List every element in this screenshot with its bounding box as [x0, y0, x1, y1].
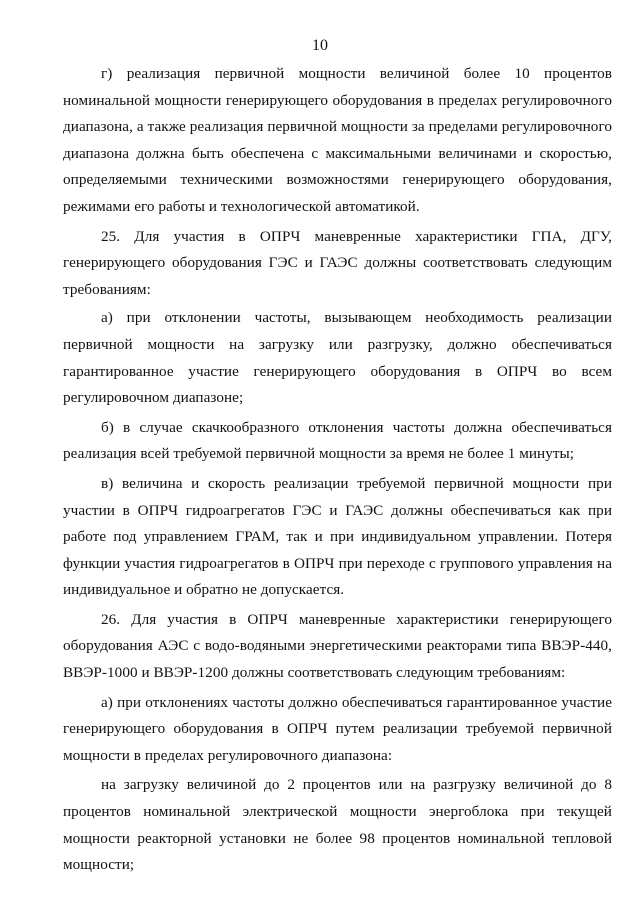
paragraph-a-npp-participation: а) при отклонениях частоты должно обеспечиваться гарантированное участие генерирующего оборудования в ОПРЧ путем реализации требуемой первичной мощности в пределах регулировочного диапазона: — [63, 693, 612, 764]
paragraph-v-hydro-units: в) величина и скорость реализации требуемой первичной мощности при участии в ОПРЧ гидроагрегатов ГЭС и ГАЭС должны обеспечиваться как при работе под управлением ГРАМ, так и при индивидуальном управлении. Потеря функции участия гидроагрегатов в ОПРЧ при переходе с группового управления на индивидуальное и обратно не допускается. — [63, 474, 612, 599]
paragraph-b-step-deviation: б) в случае скачкообразного отклонения частоты должна обеспечиваться реализация всей требуемой первичной мощности за время не более 1 минуты; — [63, 418, 612, 463]
paragraph-26-npp-requirements: 26. Для участия в ОПРЧ маневренные характеристики генерирующего оборудования АЭС с водо-водяными энергетическими реакторами типа ВВЭР-440, ВВЭР-1000 и ВВЭР-1200 должны соответствовать следующим требованиям: — [63, 610, 612, 682]
page-number: 10 — [312, 37, 328, 54]
paragraph-g-primary-power: г) реализация первичной мощности величиной более 10 процентов номинальной мощности генерирующего оборудования в пределах регулировочного диапазона, а также реализация первичной мощности за пределами регулировочного диапазона должна быть обеспечена с максимальными величинами и скоростью, определяемыми техническими возможностями генерирующего оборудования, режимами его работы и технологической автоматикой. — [63, 65, 612, 215]
paragraph-25-requirements: 25. Для участия в ОПРЧ маневренные характеристики ГПА, ДГУ, генерирующего оборудования ГЭС и ГАЭС должны соответствовать следующим требованиям: — [63, 227, 612, 298]
paragraph-load-unload-limits: на загрузку величиной до 2 процентов или на разгрузку величиной до 8 процентов номинальной электрической мощности энергоблока при текущей мощности реакторной установки не более 98 процентов номинальной тепловой мощности; — [63, 776, 612, 874]
document-body — [63, 61, 612, 882]
paragraph-a-frequency-deviation: а) при отклонении частоты, вызывающем необходимость реализации первичной мощности на загрузку или разгрузку, должно обеспечиваться гарантированное участие генерирующего оборудования в ОПРЧ во всем регулировочном диапазоне; — [63, 309, 612, 407]
